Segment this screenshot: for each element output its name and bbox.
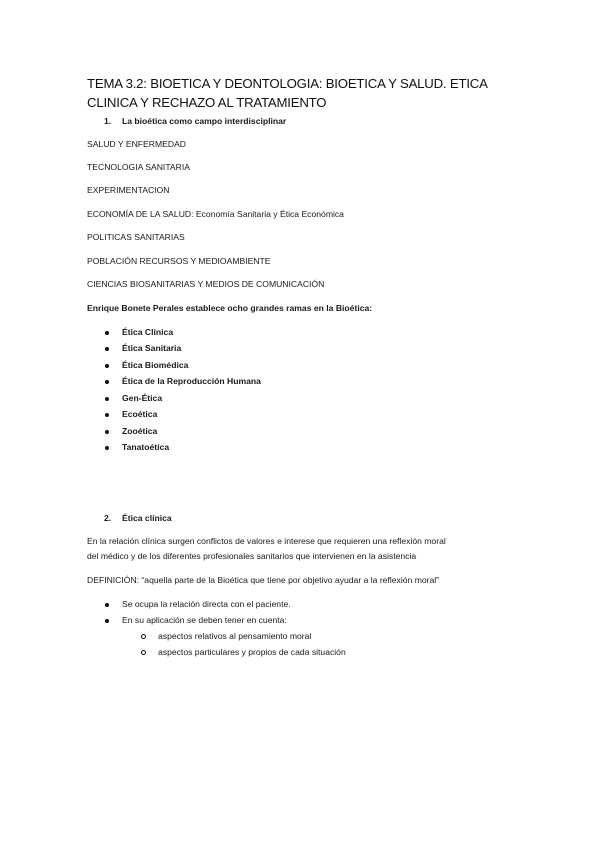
branch-item: Ética Sanitaria <box>122 343 182 353</box>
bullet-icon <box>105 413 109 417</box>
document-title: TEMA 3.2: BIOETICA Y DEONTOLOGIA: BIOETICA Y SALUD. ETICA CLINICA Y RECHAZO AL TRATAMIENTO <box>87 76 487 110</box>
section1-number: 1. <box>104 116 112 126</box>
subbullet-item: aspectos particulares y propios de cada situación <box>158 647 346 657</box>
bullet-icon <box>105 331 109 335</box>
branch-item: Ética Clínica <box>122 327 174 337</box>
bullet-icon <box>105 347 109 351</box>
bullet-item: En su aplicación se deben tener en cuenta: <box>122 615 287 625</box>
subbullet-item: aspectos relativos al pensamiento moral <box>158 631 312 641</box>
section2-number: 2. <box>104 513 112 523</box>
circle-bullet-icon <box>141 650 146 655</box>
bullet-icon <box>105 430 109 434</box>
bullet-icon <box>105 397 109 401</box>
bullet-icon <box>105 380 109 384</box>
branch-item: Zooética <box>122 426 158 436</box>
bullet-icon <box>105 364 109 368</box>
definition-text: DEFINICIÓN: “aquella parte de la Bioética que tiene por objetivo ayudar a la reflexión moral” <box>87 575 440 585</box>
topic-item: POBLACIÓN RECURSOS Y MEDIOAMBIENTE <box>87 256 271 266</box>
branches-intro: Enrique Bonete Perales establece ocho grandes ramas en la Bioética: <box>87 303 373 313</box>
branch-item: Gen-Ética <box>122 393 163 403</box>
topic-item: CIENCIAS BIOSANITARIAS Y MEDIOS DE COMUNICACIÓN <box>87 279 325 289</box>
branch-item: Ética de la Reproducción Humana <box>122 376 261 386</box>
branch-item: Tanatoética <box>122 442 170 452</box>
circle-bullet-icon <box>141 634 146 639</box>
topic-item: SALUD Y ENFERMEDAD <box>87 139 187 149</box>
bullet-icon <box>105 446 109 450</box>
branch-item: Ecoética <box>122 409 158 419</box>
bullet-icon <box>105 619 109 623</box>
topic-item: POLITICAS SANITARIAS <box>87 232 185 242</box>
paragraph-line: En la relación clínica surgen conflictos de valores e interese que requieren una reflexión moral <box>87 536 446 546</box>
section1-heading-text: La bioética como campo interdisciplinar <box>122 116 287 126</box>
section1-heading <box>104 116 286 126</box>
bullet-icon <box>105 603 109 607</box>
section2-heading <box>104 513 172 523</box>
bullet-item: Se ocupa la relación directa con el paciente. <box>122 599 291 609</box>
paragraph-line: del médico y de los diferentes profesionales sanitarios que intervienen en la asistencia <box>87 551 417 561</box>
topic-item: TECNOLOGIA SANITARIA <box>87 162 190 172</box>
topic-item: EXPERIMENTACION <box>87 185 170 195</box>
branch-item: Ética Biomédica <box>122 360 189 370</box>
section2-heading-text: Ética clínica <box>122 513 172 523</box>
topic-item: ECONOMÍA DE LA SALUD: Economía Sanitaria y Ética Económica <box>87 209 344 219</box>
